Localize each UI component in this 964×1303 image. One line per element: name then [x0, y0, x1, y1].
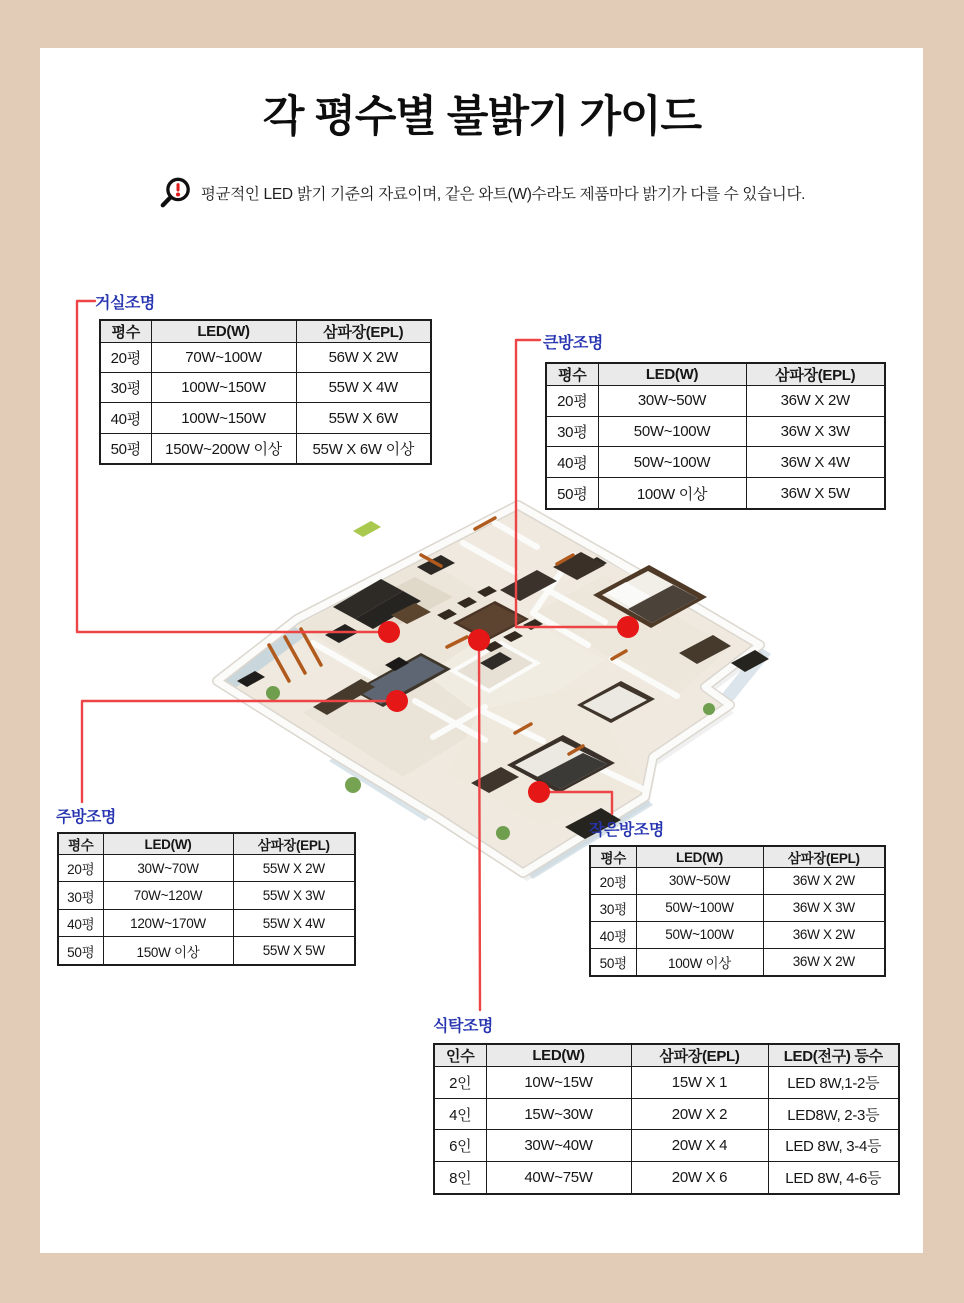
header-row	[58, 833, 355, 855]
table-row	[100, 343, 431, 373]
table-row	[58, 882, 355, 909]
table-cell: 36W X 3W	[763, 894, 885, 921]
table-cell: 150W 이상	[103, 937, 233, 965]
table-cell: 70W~120W	[103, 882, 233, 909]
table-cell: LED 8W,1-2등	[768, 1067, 899, 1099]
table-cell: LED8W, 2-3등	[768, 1098, 899, 1130]
table-cell: 20평	[100, 343, 151, 373]
column-header: 삼파장(EPL)	[296, 320, 431, 343]
table-cell: 36W X 3W	[746, 416, 885, 447]
column-header: LED(전구) 등수	[768, 1044, 899, 1067]
table-row	[100, 373, 431, 403]
table-cell: 50W~100W	[598, 447, 746, 478]
table-row	[590, 894, 885, 921]
table-row	[434, 1130, 899, 1162]
note	[0, 176, 964, 209]
table-cell: 50평	[546, 478, 598, 509]
kitchen-table-label: 주방조명	[56, 809, 116, 826]
living-table-label: 거실조명	[95, 295, 155, 312]
table-cell: 55W X 5W	[233, 937, 355, 965]
table-cell: 20평	[590, 868, 636, 895]
table-row	[590, 948, 885, 976]
table-cell: 36W X 5W	[746, 478, 885, 509]
column-header: 삼파장(EPL)	[631, 1044, 768, 1067]
table-cell: 2인	[434, 1067, 486, 1099]
table-cell: 30W~50W	[636, 868, 763, 895]
table-cell: 100W~150W	[151, 403, 296, 433]
table-cell: 15W X 1	[631, 1067, 768, 1099]
table-cell: 55W X 4W	[296, 373, 431, 403]
big-room-table	[545, 362, 886, 510]
table-cell: 36W X 2W	[763, 948, 885, 976]
header-row	[546, 363, 885, 386]
table-cell: 50평	[590, 948, 636, 976]
table-cell: 40평	[100, 403, 151, 433]
table-row	[58, 855, 355, 882]
table-cell: 30평	[546, 416, 598, 447]
table-cell: 50W~100W	[636, 894, 763, 921]
table-row	[100, 433, 431, 464]
table-cell: 120W~170W	[103, 909, 233, 936]
column-header: 인수	[434, 1044, 486, 1067]
dining-table-label: 식탁조명	[433, 1018, 493, 1035]
table-cell: 40평	[58, 909, 103, 936]
table-cell: 40평	[546, 447, 598, 478]
column-header: LED(W)	[151, 320, 296, 343]
table-cell: 50W~100W	[598, 416, 746, 447]
column-header: LED(W)	[598, 363, 746, 386]
page-title: 각 평수별 불밝기 가이드	[262, 93, 702, 141]
table-cell: 55W X 6W 이상	[296, 433, 431, 464]
header-row	[100, 320, 431, 343]
table-cell: 36W X 4W	[746, 447, 885, 478]
column-header: LED(W)	[486, 1044, 631, 1067]
table-row	[434, 1067, 899, 1099]
table-cell: 30W~40W	[486, 1130, 631, 1162]
table-cell: 55W X 2W	[233, 855, 355, 882]
table-row	[546, 416, 885, 447]
table-cell: 4인	[434, 1098, 486, 1130]
column-header: 평수	[546, 363, 598, 386]
table-cell: LED 8W, 3-4등	[768, 1130, 899, 1162]
magnifier-exclamation-icon	[159, 176, 192, 209]
table-cell: 100W~150W	[151, 373, 296, 403]
dining-table	[433, 1043, 900, 1195]
table-cell: 30평	[100, 373, 151, 403]
table-cell: 30평	[58, 882, 103, 909]
table-cell: 20평	[546, 386, 598, 417]
table-cell: 20평	[58, 855, 103, 882]
note-text: 평균적인 LED 밝기 기준의 자료이며, 같은 와트(W)수라도 제품마다 밝기가 다를 수 있습니다.	[200, 185, 806, 203]
table-cell: 20W X 4	[631, 1130, 768, 1162]
table-cell: 8인	[434, 1162, 486, 1194]
header-row	[434, 1044, 899, 1067]
column-header: 평수	[590, 846, 636, 868]
header-row	[590, 846, 885, 868]
column-header: 삼파장(EPL)	[763, 846, 885, 868]
table-cell: 40평	[590, 921, 636, 948]
table-cell: 30W~50W	[598, 386, 746, 417]
table-cell: 150W~200W 이상	[151, 433, 296, 464]
table-cell: 55W X 6W	[296, 403, 431, 433]
table-cell: 15W~30W	[486, 1098, 631, 1130]
table-cell: 50평	[58, 937, 103, 965]
table-cell: 6인	[434, 1130, 486, 1162]
table-cell: 30W~70W	[103, 855, 233, 882]
big-room-table-label: 큰방조명	[543, 335, 603, 352]
column-header: 삼파장(EPL)	[233, 833, 355, 855]
table-row	[58, 909, 355, 936]
table-row	[434, 1098, 899, 1130]
table-row	[546, 386, 885, 417]
kitchen-table	[57, 832, 356, 966]
table-cell: 50W~100W	[636, 921, 763, 948]
table-row	[58, 937, 355, 965]
table-cell: 70W~100W	[151, 343, 296, 373]
table-row	[546, 447, 885, 478]
small-room-table-label: 작은방조명	[589, 822, 664, 839]
column-header: 평수	[58, 833, 103, 855]
column-header: 삼파장(EPL)	[746, 363, 885, 386]
table-cell: 100W 이상	[636, 948, 763, 976]
table-row	[590, 921, 885, 948]
column-header: LED(W)	[636, 846, 763, 868]
table-row	[546, 478, 885, 509]
column-header: 평수	[100, 320, 151, 343]
table-cell: 100W 이상	[598, 478, 746, 509]
table-cell: 10W~15W	[486, 1067, 631, 1099]
table-cell: 36W X 2W	[746, 386, 885, 417]
small-room-table	[589, 845, 886, 977]
column-header: LED(W)	[103, 833, 233, 855]
table-row	[434, 1162, 899, 1194]
table-cell: 36W X 2W	[763, 868, 885, 895]
table-cell: LED 8W, 4-6등	[768, 1162, 899, 1194]
table-cell: 50평	[100, 433, 151, 464]
table-cell: 36W X 2W	[763, 921, 885, 948]
table-row	[590, 868, 885, 895]
table-cell: 30평	[590, 894, 636, 921]
table-cell: 55W X 4W	[233, 909, 355, 936]
table-cell: 55W X 3W	[233, 882, 355, 909]
table-row	[100, 403, 431, 433]
table-cell: 56W X 2W	[296, 343, 431, 373]
table-cell: 40W~75W	[486, 1162, 631, 1194]
living-room-table	[99, 319, 432, 465]
table-cell: 20W X 2	[631, 1098, 768, 1130]
table-cell: 20W X 6	[631, 1162, 768, 1194]
